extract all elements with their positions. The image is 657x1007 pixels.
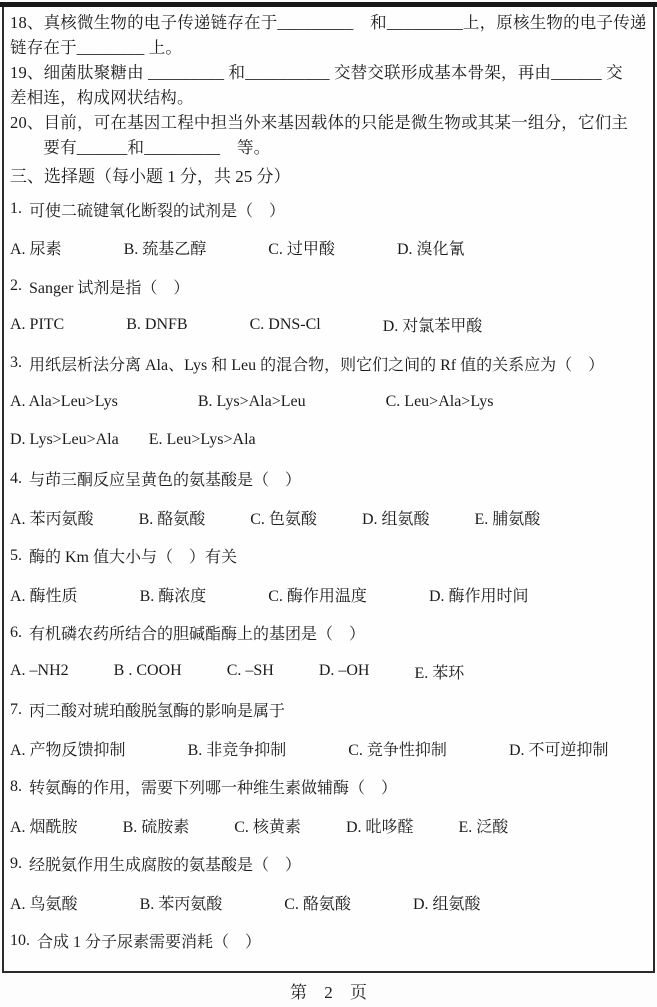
answer-option: D. 溴化氰 xyxy=(396,241,465,259)
answer-option: D. 酶作用时间 xyxy=(428,587,529,605)
question-prompt xyxy=(10,614,648,653)
option-row xyxy=(10,229,648,268)
answer-option: A. PITC xyxy=(10,315,65,333)
fill-in-line-q18-1: 18、真核微生物的电子传递链存在于_________ 和_________上，原核生物的电子传递 xyxy=(10,13,647,32)
answer-option: E. 脯氨酸 xyxy=(474,510,541,528)
option-row xyxy=(10,498,648,537)
option-row xyxy=(10,575,648,614)
question-prompt xyxy=(10,768,648,807)
answer-option: A. 尿素 xyxy=(10,241,62,259)
section-header: 三、选择题（每小题 1 分，共 25 分） xyxy=(10,167,291,186)
answer-option: C. 色氨酸 xyxy=(250,510,317,528)
answer-option: C. Leu>Ala>Lys xyxy=(385,392,494,410)
question-text: 酶的 Km 值大小与（ ）有关 xyxy=(29,549,238,567)
fill-in-line-q19-2: 差相连，构成网状结构。 xyxy=(10,88,194,107)
fill-in-line-q18-2: 链存在于________ 上。 xyxy=(10,38,183,57)
fill-in-line-q19-1: 19、细菌肽聚糖由 _________ 和__________ 交替交联形成基本骨架，再由______ 交 xyxy=(10,63,623,82)
question-text: 用纸层析法分离 Ala、Lys 和 Leu 的混合物，则它们之间的 Rf 值的关系应为（ ） xyxy=(29,356,605,374)
option-row xyxy=(10,806,648,845)
answer-option: E. 泛酸 xyxy=(458,818,509,836)
answer-option: B. 苯丙氨酸 xyxy=(139,895,223,913)
question-number: 2. xyxy=(10,277,22,295)
answer-option: C. 核黄素 xyxy=(234,818,301,836)
question-text: 与茚三酮反应呈黄色的氨基酸是（ ） xyxy=(29,472,302,490)
question-number: 3. xyxy=(10,354,22,372)
answer-option: D. 不可逆抑制 xyxy=(508,741,609,759)
option-row xyxy=(10,883,648,922)
question-number: 1. xyxy=(10,200,22,218)
fill-in-line-q20-2: 要有______和_________ 等。 xyxy=(10,138,271,157)
answer-option: A. 苯丙氨酸 xyxy=(10,510,94,528)
answer-option: D. Lys>Leu>Ala xyxy=(10,431,119,449)
answer-option: A. Ala>Leu>Lys xyxy=(10,392,118,410)
question-number: 7. xyxy=(10,700,22,718)
question-number: 4. xyxy=(10,469,22,487)
question-number: 10. xyxy=(10,931,30,949)
answer-option: E. Leu>Lys>Ala xyxy=(148,431,256,449)
answer-option: B. 硫胺素 xyxy=(122,818,190,836)
question-text: 经脱氨作用生成腐胺的氨基酸是（ ） xyxy=(29,857,302,875)
answer-option: D. 吡哆醛 xyxy=(345,818,414,836)
question-prompt xyxy=(10,537,648,576)
question-text: Sanger 试剂是指（ ） xyxy=(29,279,190,297)
question-prompt xyxy=(10,845,648,884)
question-number: 9. xyxy=(10,854,22,872)
answer-option: B. 酶浓度 xyxy=(139,587,207,605)
answer-option: C. 酪氨酸 xyxy=(284,895,351,913)
question-prompt xyxy=(10,460,648,499)
answer-option: B. DNFB xyxy=(126,315,188,333)
question-number: 6. xyxy=(10,623,22,641)
question-prompt xyxy=(10,190,648,229)
answer-option: B. 巯基乙醇 xyxy=(123,241,207,259)
question-number: 8. xyxy=(10,777,22,795)
option-row xyxy=(10,729,648,768)
option-row xyxy=(10,383,648,422)
answer-option: C. 过甲酸 xyxy=(268,241,335,259)
answer-option: C. –SH xyxy=(226,662,274,680)
answer-option: A. 鸟氨酸 xyxy=(10,895,78,913)
answer-option: C. 竞争性抑制 xyxy=(348,741,447,759)
question-prompt xyxy=(10,691,648,730)
question-text: 有机磷农药所结合的胆碱酯酶上的基团是（ ） xyxy=(29,626,366,644)
option-row xyxy=(10,652,648,691)
option-row xyxy=(10,306,648,345)
answer-option: B . COOH xyxy=(113,662,182,680)
question-prompt xyxy=(10,344,648,383)
question-prompt xyxy=(10,267,648,306)
answer-option: A. –NH2 xyxy=(10,662,69,680)
answer-option: B. Lys>Ala>Leu xyxy=(197,392,306,410)
question-text: 合成 1 分子尿素需要消耗（ ） xyxy=(37,934,262,952)
answer-option: A. 酶性质 xyxy=(10,587,78,605)
answer-option: D. 组氨酸 xyxy=(361,510,430,528)
fill-in-line-q20-1: 20、目前，可在基因工程中担当外来基因载体的只能是微生物或其某一组分，它们主 xyxy=(10,113,629,132)
page-number: 第 2 页 xyxy=(290,983,367,1002)
question-text: 丙二酸对琥珀酸脱氢酶的影响是属于 xyxy=(29,703,286,721)
answer-option: D. 组氨酸 xyxy=(412,895,481,913)
answer-option: C. 酶作用温度 xyxy=(268,587,367,605)
answer-option: B. 酪氨酸 xyxy=(138,510,206,528)
question-prompt xyxy=(10,922,648,961)
multiple-choice-section xyxy=(10,190,648,960)
answer-option: C. DNS-Cl xyxy=(249,315,321,333)
content-frame xyxy=(2,7,655,973)
answer-option: B. 非竞争抑制 xyxy=(187,741,287,759)
question-text: 可使二硫键氧化断裂的试剂是（ ） xyxy=(29,202,286,220)
answer-option: E. 苯环 xyxy=(414,664,465,682)
option-row xyxy=(10,421,648,460)
fill-in-questions-section xyxy=(10,10,648,160)
answer-option: A. 烟酰胺 xyxy=(10,818,78,836)
answer-option: D. 对氯苯甲酸 xyxy=(382,318,483,336)
answer-option: A. 产物反馈抑制 xyxy=(10,741,126,759)
answer-option: D. –OH xyxy=(318,662,370,680)
question-number: 5. xyxy=(10,546,22,564)
question-text: 转氨酶的作用，需要下列哪一种维生素做辅酶（ ） xyxy=(29,780,398,798)
